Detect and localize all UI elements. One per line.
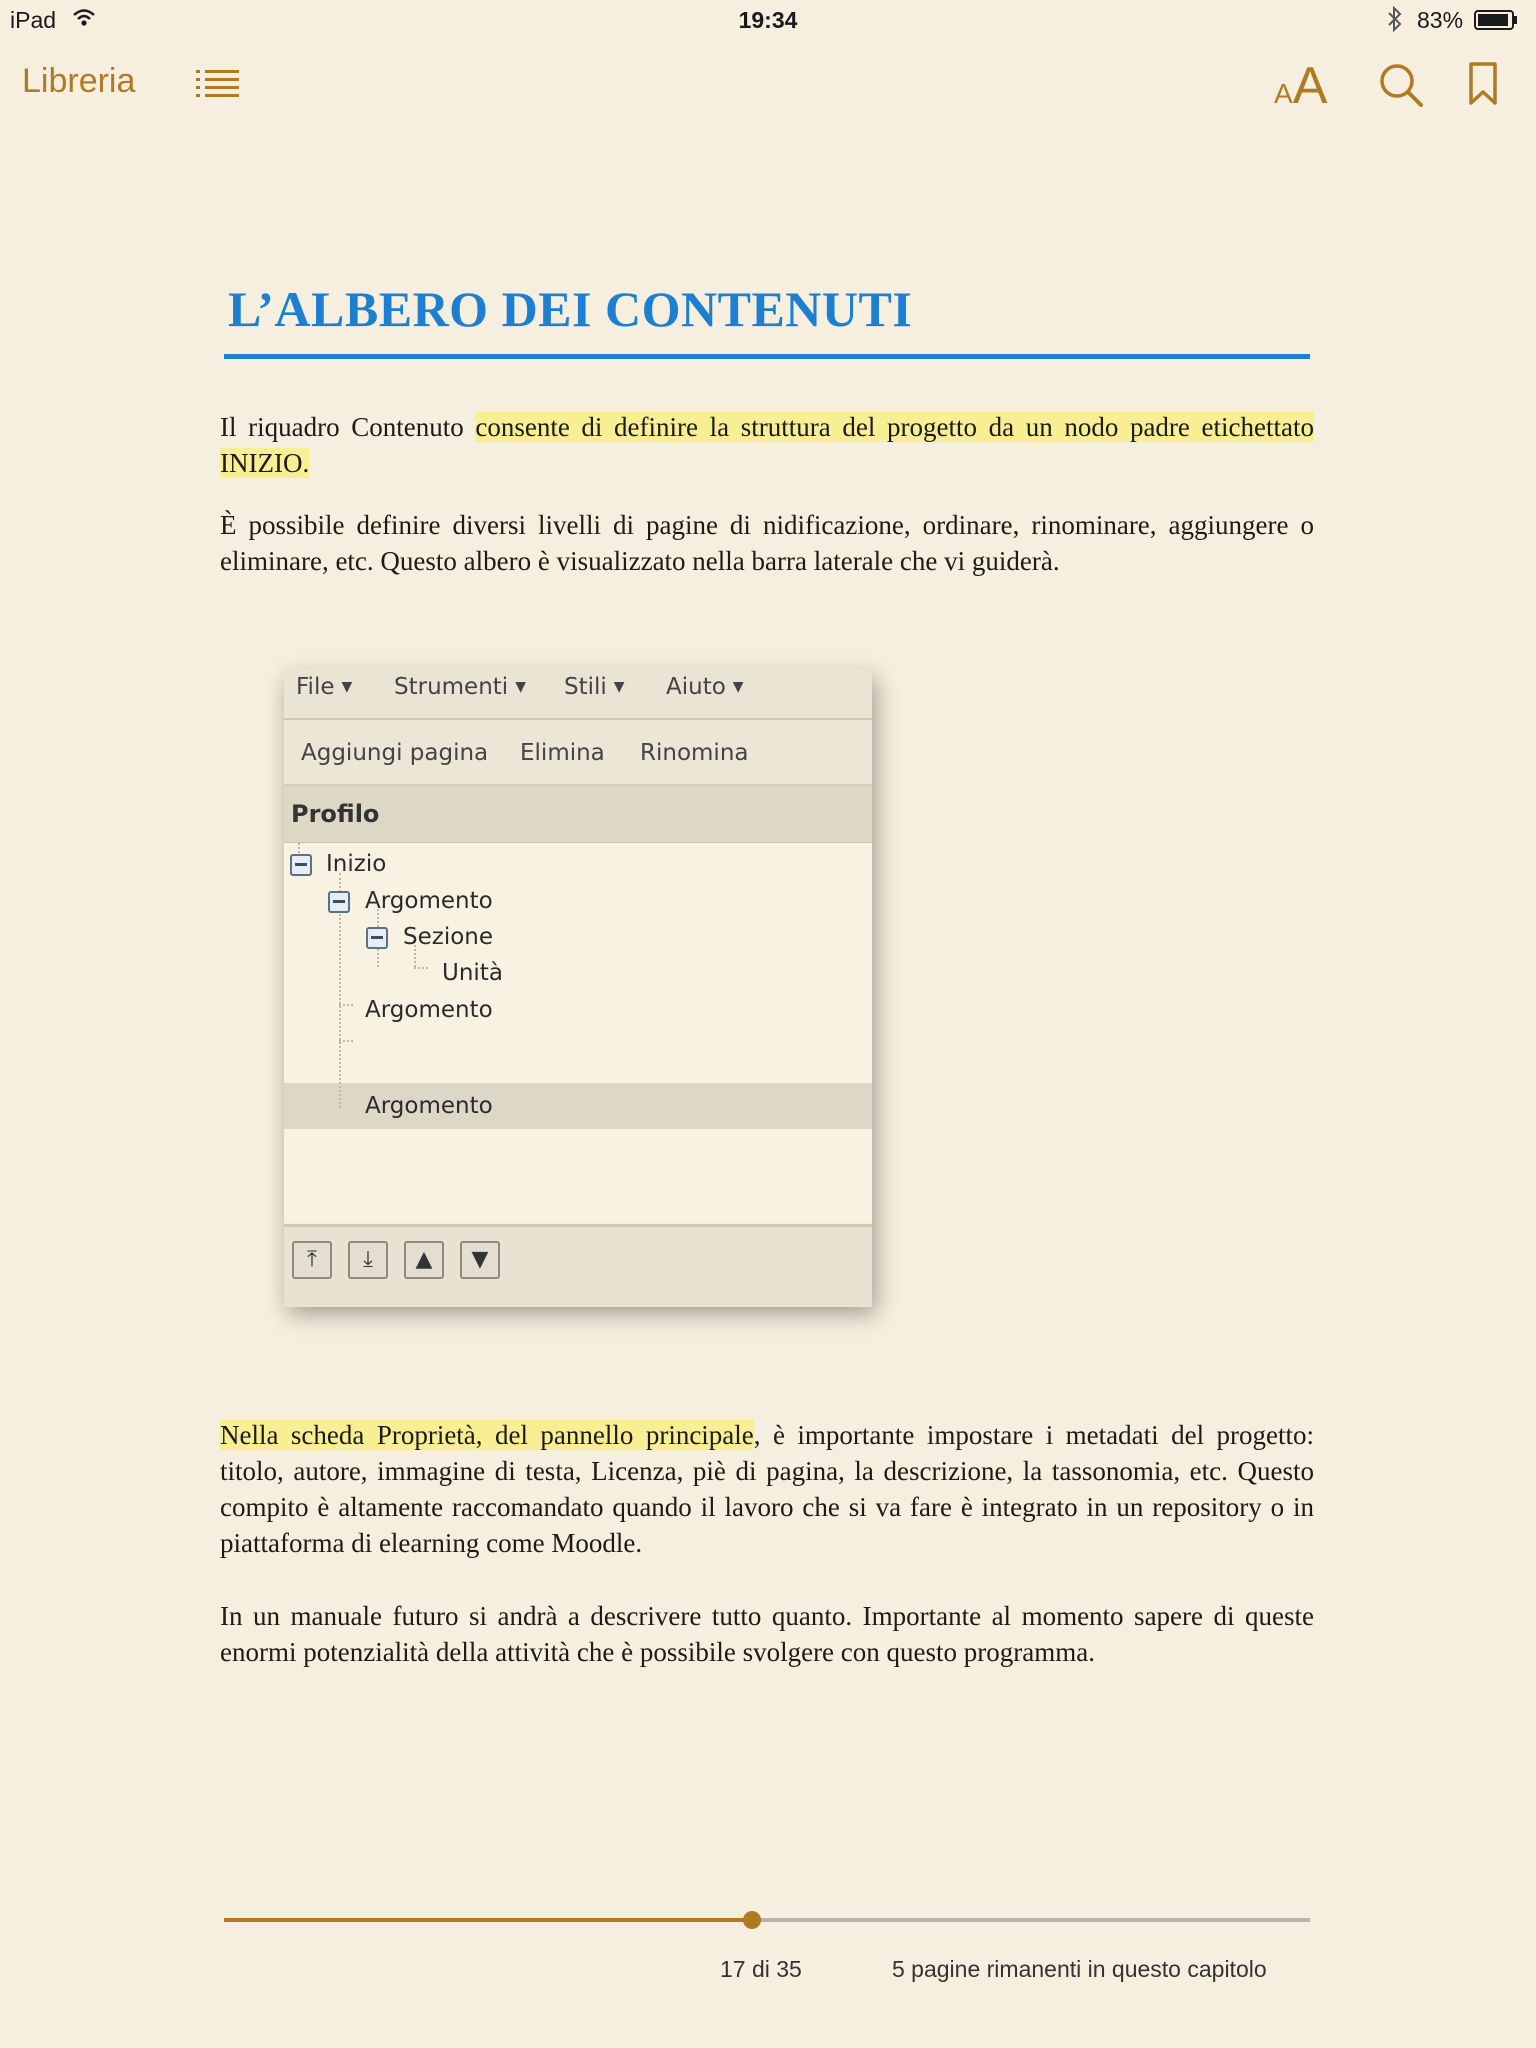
paragraph-1 xyxy=(220,409,1314,481)
chapter-title: L’ALBERO DEI CONTENUTI xyxy=(228,281,913,337)
page-number: 17 di 35 xyxy=(720,1956,802,1982)
title-divider xyxy=(224,354,1310,359)
page-scrubber[interactable] xyxy=(224,1918,1310,1922)
tree-line xyxy=(414,967,428,969)
bookmark-icon[interactable] xyxy=(1468,62,1498,106)
font-big-icon: A xyxy=(1292,57,1328,115)
menu-strumenti xyxy=(394,674,526,700)
tree-node-argomento: Argomento xyxy=(365,888,493,914)
figure-toolbar xyxy=(284,720,872,786)
status-bar xyxy=(0,0,1536,40)
tree-line xyxy=(298,843,300,853)
font-size-button[interactable] xyxy=(1274,56,1327,116)
rename-label: Rinomina xyxy=(640,740,749,766)
profile-header xyxy=(284,786,872,843)
library-button[interactable]: Libreria xyxy=(22,62,136,100)
move-bottom-icon: ⤓ xyxy=(348,1241,388,1279)
scrubber-knob[interactable] xyxy=(743,1911,761,1929)
table-of-contents-icon[interactable] xyxy=(196,70,240,98)
content-tree-figure xyxy=(284,668,872,1304)
paragraph-4: In un manuale futuro si andrà a descrivere tutto quanto. Importante al momento sapere di queste enormi potenzialità della attività che è possibile svolgere con questo programma. xyxy=(220,1601,1314,1667)
paragraph-1-text: Il riquadro Contenuto xyxy=(220,412,476,442)
tree-node-unita: Unità xyxy=(442,960,503,986)
tree-node-sezione: Sezione xyxy=(403,924,494,950)
move-up-icon: ▲ xyxy=(404,1241,444,1279)
menu-stili xyxy=(564,674,625,700)
paragraph-1-highlight[interactable]: consente di definire la struttura del progetto da un nodo padre etichettato INIZIO. xyxy=(220,412,1314,478)
caret-down-icon: ▼ xyxy=(613,679,625,695)
caret-down-icon: ▼ xyxy=(341,679,353,695)
collapse-icon xyxy=(290,854,312,876)
bluetooth-icon xyxy=(1386,5,1404,33)
font-small-icon: A xyxy=(1274,78,1293,109)
delete-label: Elimina xyxy=(520,740,605,766)
pages-remaining: 5 pagine rimanenti in questo capitolo xyxy=(892,1956,1267,1982)
profile-title: Profilo xyxy=(291,800,380,828)
paragraph-3-text: , è importante impostare i metadati del progetto: titolo, autore, immagine di testa, Licenza, piè di pagina, la descrizione, la tassonomia, etc. Questo compito è altamente raccomandato quando il lavoro che si va fare è integrato in un repository o in piattaforma di elearning come Moodle. xyxy=(220,1420,1314,1558)
menu-file-label: File xyxy=(296,674,335,700)
menu-aiuto xyxy=(666,674,744,700)
caret-down-icon: ▼ xyxy=(515,679,526,695)
clock: 19:34 xyxy=(738,7,798,33)
menu-file xyxy=(296,674,352,700)
figure-bottom-toolbar xyxy=(284,1224,872,1307)
tree-line xyxy=(339,1004,353,1006)
paragraph-3 xyxy=(220,1417,1314,1561)
figure-menubar xyxy=(284,668,872,720)
tree-node-argomento-selected: Argomento xyxy=(365,1093,493,1119)
menu-aiuto-label: Aiuto xyxy=(666,674,726,700)
search-icon[interactable] xyxy=(1378,62,1424,108)
battery-percent: 83% xyxy=(1417,7,1464,33)
menu-strumenti-label: Strumenti xyxy=(394,674,509,700)
collapse-icon xyxy=(366,927,388,949)
add-page-label: Aggiungi pagina xyxy=(301,740,489,766)
scrubber-fill xyxy=(224,1918,752,1922)
tree-line xyxy=(339,1040,353,1042)
paragraph-2: È possibile definire diversi livelli di pagine di nidificazione, ordinare, rinominare, aggiungere o eliminare, etc. Questo albero è visualizzato nella barra laterale che vi guiderà. xyxy=(220,510,1314,576)
battery-icon xyxy=(1474,10,1518,30)
carrier-label: iPad xyxy=(10,7,57,33)
move-down-icon: ▼ xyxy=(460,1241,500,1279)
tree-node-inizio: Inizio xyxy=(326,851,387,877)
move-top-icon: ⤒ xyxy=(292,1241,332,1279)
caret-down-icon: ▼ xyxy=(732,679,744,695)
menu-stili-label: Stili xyxy=(564,674,607,700)
collapse-icon xyxy=(328,891,350,913)
content-tree xyxy=(284,843,872,1223)
paragraph-3-highlight[interactable]: Nella scheda Proprietà, del pannello principale xyxy=(220,1420,754,1450)
tree-node-argomento: Argomento xyxy=(365,997,493,1023)
